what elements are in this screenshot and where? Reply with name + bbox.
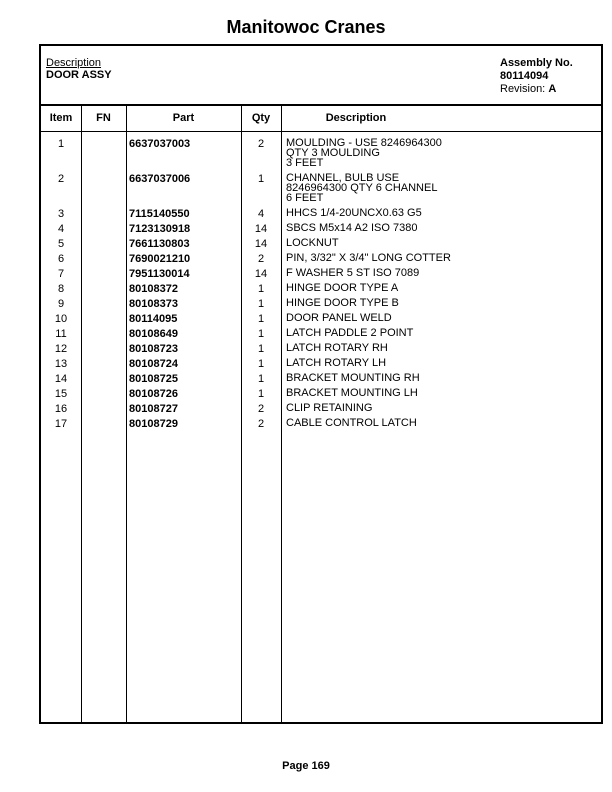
quantity: 1 xyxy=(257,283,265,295)
part-description: HINGE DOOR TYPE A xyxy=(286,282,399,294)
revision-label: Revision: xyxy=(500,83,546,95)
description-value: DOOR ASSY xyxy=(46,69,112,81)
quantity: 4 xyxy=(257,208,265,220)
part-number: 80108729 xyxy=(129,418,178,430)
quantity: 1 xyxy=(257,388,265,400)
quantity: 1 xyxy=(257,328,265,340)
column-divider xyxy=(81,106,82,722)
part-description: CABLE CONTROL LATCH xyxy=(286,417,417,429)
item-number: 7 xyxy=(57,268,65,280)
quantity: 1 xyxy=(257,373,265,385)
revision xyxy=(500,83,556,95)
part-number: 7661130803 xyxy=(129,238,190,250)
quantity: 1 xyxy=(257,298,265,310)
part-number: 80108727 xyxy=(129,403,178,415)
item-number: 16 xyxy=(54,403,68,415)
quantity: 1 xyxy=(257,173,265,185)
revision-value: A xyxy=(548,83,557,95)
part-description: BRACKET MOUNTING RH xyxy=(286,372,420,384)
quantity: 2 xyxy=(257,138,265,150)
item-number: 12 xyxy=(54,343,68,355)
part-description: PIN, 3/32" X 3/4" LONG COTTER xyxy=(286,252,451,264)
part-description: LATCH ROTARY RH xyxy=(286,342,388,354)
part-description: LATCH ROTARY LH xyxy=(286,357,387,369)
part-number: 80114095 xyxy=(129,313,178,325)
quantity: 2 xyxy=(257,418,265,430)
part-description: CHANNEL, BULB USE 8246964300 QTY 6 CHANNEL 6 FEET xyxy=(286,172,438,204)
assembly-header xyxy=(41,46,601,106)
part-description: CLIP RETAINING xyxy=(286,402,373,414)
item-number: 13 xyxy=(54,358,68,370)
item-number: 9 xyxy=(57,298,65,310)
page-title: Manitowoc Cranes xyxy=(226,17,386,37)
part-description: LOCKNUT xyxy=(286,237,339,249)
part-number: 6637037003 xyxy=(129,138,191,150)
item-number: 8 xyxy=(57,283,65,295)
quantity: 1 xyxy=(257,358,265,370)
quantity: 14 xyxy=(254,223,268,235)
part-description: DOOR PANEL WELD xyxy=(286,312,392,324)
part-number: 80108372 xyxy=(129,283,178,295)
column-header-part: Part xyxy=(172,112,195,124)
part-number: 80108373 xyxy=(129,298,178,310)
part-description: MOULDING - USE 8246964300 QTY 3 MOULDING 3 FEET xyxy=(286,137,442,169)
parts-list-frame xyxy=(39,44,603,724)
item-number: 6 xyxy=(57,253,65,265)
quantity: 1 xyxy=(257,313,265,325)
item-number: 10 xyxy=(54,313,68,325)
part-description: HHCS 1/4-20UNCX0.63 G5 xyxy=(286,207,422,219)
column-divider xyxy=(281,106,282,722)
part-number: 80108724 xyxy=(129,358,178,370)
part-number: 80108649 xyxy=(129,328,178,340)
column-divider xyxy=(126,106,127,722)
column-header-item: Item xyxy=(49,112,73,124)
part-number: 80108725 xyxy=(129,373,178,385)
assembly-number-label: Assembly No. xyxy=(500,57,573,69)
item-number: 3 xyxy=(57,208,65,220)
part-number: 7123130918 xyxy=(129,223,191,235)
column-header-qty: Qty xyxy=(251,112,271,124)
part-number: 80108726 xyxy=(129,388,178,400)
part-number: 7951130014 xyxy=(129,268,190,280)
quantity: 14 xyxy=(254,238,268,250)
part-number: 80108723 xyxy=(129,343,178,355)
quantity: 1 xyxy=(257,343,265,355)
part-number: 7690021210 xyxy=(129,253,191,265)
item-number: 17 xyxy=(54,418,68,430)
part-description: BRACKET MOUNTING LH xyxy=(286,387,418,399)
column-header-row xyxy=(41,106,601,132)
part-description: F WASHER 5 ST ISO 7089 xyxy=(286,267,420,279)
description-label: Description xyxy=(46,57,102,69)
part-description: HINGE DOOR TYPE B xyxy=(286,297,399,309)
item-number: 2 xyxy=(57,173,65,185)
column-header-fn: FN xyxy=(96,112,111,124)
part-description: SBCS M5x14 A2 ISO 7380 xyxy=(286,222,418,234)
item-number: 14 xyxy=(54,373,68,385)
item-number: 15 xyxy=(54,388,68,400)
part-number: 6637037006 xyxy=(129,173,191,185)
page-number: Page 169 xyxy=(282,760,330,772)
quantity: 14 xyxy=(254,268,268,280)
part-number: 7115140550 xyxy=(129,208,190,220)
item-number: 5 xyxy=(57,238,65,250)
quantity: 2 xyxy=(257,253,265,265)
quantity: 2 xyxy=(257,403,265,415)
column-header-description: Description xyxy=(325,112,387,124)
item-number: 4 xyxy=(57,223,65,235)
assembly-number-value: 80114094 xyxy=(500,70,549,82)
item-number: 11 xyxy=(55,328,67,340)
item-number: 1 xyxy=(57,138,65,150)
part-description: LATCH PADDLE 2 POINT xyxy=(286,327,414,339)
